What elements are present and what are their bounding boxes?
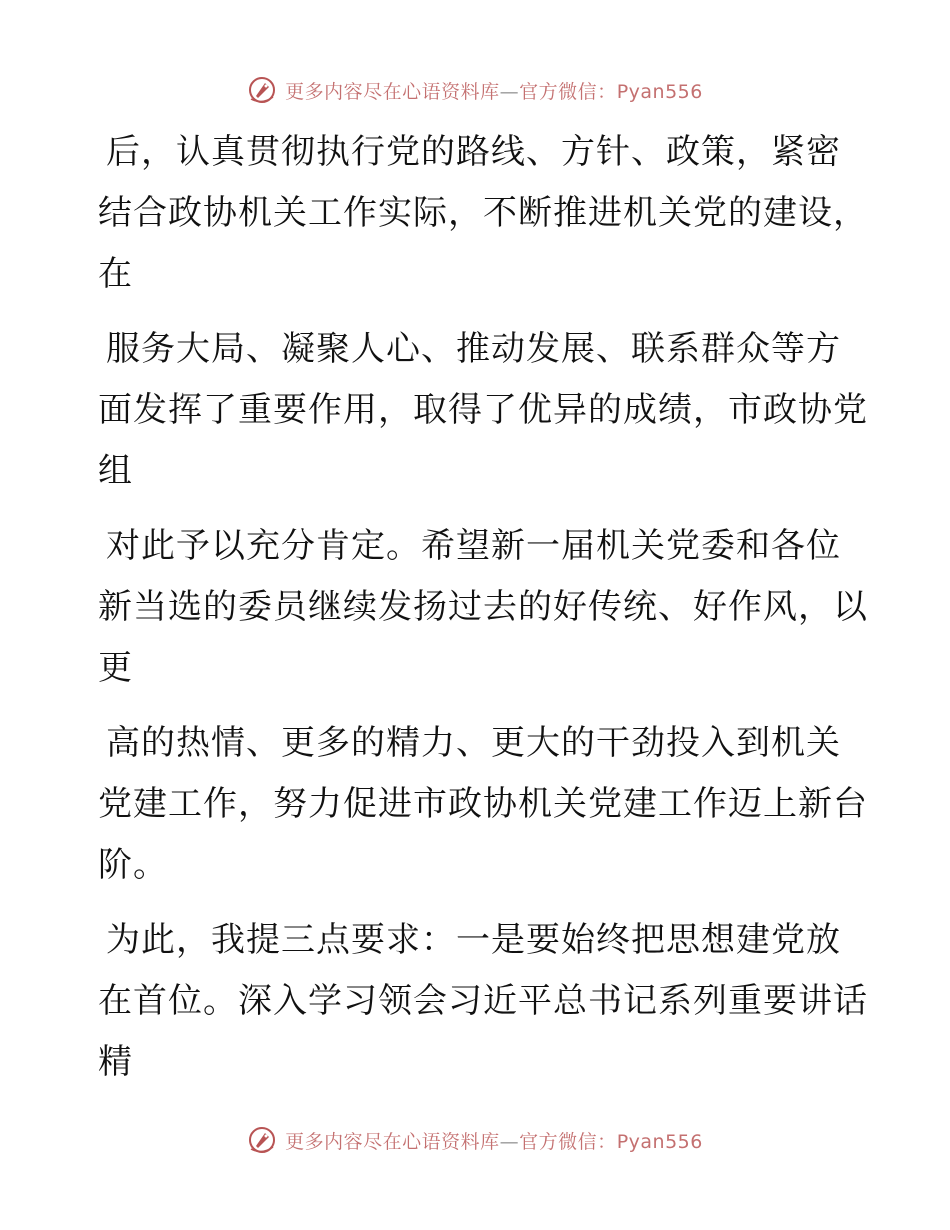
text-line: 面发挥了重要作用，取得了优异的成绩，市政协党 <box>98 390 868 430</box>
footer-watermark <box>0 1120 950 1160</box>
text-line: 组 <box>98 451 133 491</box>
text-line: 阶。 <box>98 845 168 885</box>
pen-nib-logo-icon <box>247 1125 277 1155</box>
watermark-account: Pyan556 <box>616 1130 703 1153</box>
watermark-suffix: 官方微信： <box>519 1130 617 1153</box>
text-line: 新当选的委员继续发扬过去的好传统、好作风，以 <box>98 587 868 627</box>
text-line: 高的热情、更多的精力、更大的干劲投入到机关 <box>106 723 841 763</box>
watermark-label: 更多内容尽在心语资料库 <box>285 1130 500 1153</box>
text-line: 党建工作，努力促进市政协机关党建工作迈上新台 <box>98 784 868 824</box>
text-line: 服务大局、凝聚人心、推动发展、联系群众等方 <box>106 329 841 369</box>
paragraph <box>98 319 868 502</box>
text-line: 在首位。深入学习领会习近平总书记系列重要讲话 <box>98 981 868 1021</box>
text-line: 对此予以充分肯定。希望新一届机关党委和各位 <box>106 526 841 566</box>
paragraph <box>98 713 868 896</box>
text-line: 后，认真贯彻执行党的路线、方针、政策，紧密 <box>106 132 841 172</box>
header-watermark <box>0 70 950 110</box>
watermark-label: 更多内容尽在心语资料库 <box>285 80 500 103</box>
text-line: 在 <box>98 254 133 294</box>
text-line: 更 <box>98 648 133 688</box>
text-line: 精 <box>98 1042 133 1082</box>
watermark-separator: — <box>499 80 520 103</box>
watermark-suffix: 官方微信： <box>519 80 617 103</box>
text-line: 结合政协机关工作实际，不断推进机关党的建设， <box>98 193 868 233</box>
document-body <box>98 122 868 1107</box>
paragraph <box>98 122 868 305</box>
watermark-separator: — <box>499 1130 520 1153</box>
paragraph <box>98 516 868 699</box>
text-line: 为此，我提三点要求：一是要始终把思想建党放 <box>106 920 841 960</box>
watermark-account: Pyan556 <box>616 80 703 103</box>
pen-nib-logo-icon <box>247 75 277 105</box>
watermark-text <box>285 1127 703 1154</box>
paragraph <box>98 910 868 1093</box>
watermark-text <box>285 77 703 104</box>
